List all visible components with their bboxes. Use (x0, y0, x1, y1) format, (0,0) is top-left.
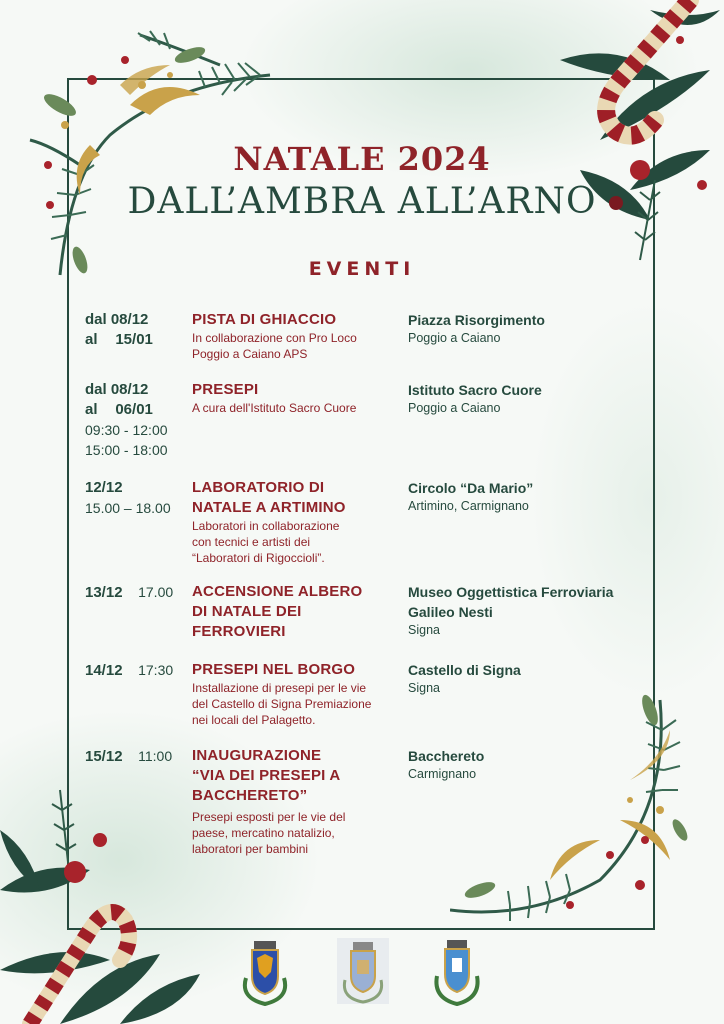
crests-row (0, 938, 724, 1008)
event-title: INAUGURAZIONE “VIA DEI PRESEPI A BACCHERETO” Presepi esposti per le vie del paese, mercatino natalizio, laboratori per bambini (192, 747, 346, 856)
event-title: PRESEPI A cura dell'Istituto Sacro Cuore (192, 381, 357, 415)
section-heading: EVENTI (308, 258, 416, 280)
event-date: dal 08/12 al 06/01 09:30 - 12:00 15:00 - 18:00 (85, 381, 168, 458)
event-date: 15/12 11:00 (85, 748, 173, 765)
event-date: 12/12 15.00 – 18.00 (85, 479, 171, 516)
crest-poggio-a-caiano-icon (245, 941, 285, 1004)
event-place: Istituto Sacro Cuore Poggio a Caiano (408, 382, 542, 415)
page-subtitle: DALL’AMBRA ALL’ARNO (127, 181, 597, 222)
event-place: Museo Oggettistica Ferroviaria Galileo Nesti Signa (408, 584, 614, 637)
event-date: dal 08/12 al 15/01 (85, 311, 153, 348)
page-title: NATALE 2024 (233, 140, 491, 178)
event-place: Castello di Signa Signa (408, 662, 521, 695)
crest-carmignano-icon (337, 938, 389, 1004)
event-place: Bacchereto Carmignano (408, 748, 485, 781)
candy-cane-icon (540, 0, 724, 270)
event-title: PISTA DI GHIACCIO In collaborazione con Pro Loco Poggio a Caiano APS (192, 311, 357, 361)
event-title: ACCENSIONE ALBERO DI NATALE DEI FERROVIERI (192, 583, 363, 640)
event-place: Piazza Risorgimento Poggio a Caiano (408, 312, 545, 345)
event-place: Circolo “Da Mario” Artimino, Carmignano (408, 480, 534, 513)
event-title: PRESEPI NEL BORGO Installazione di presepi per le vie del Castello di Signa Premiazione nei locali del Palagetto. (192, 661, 372, 727)
event-date: 14/12 17:30 (85, 662, 174, 679)
crest-signa-icon (436, 940, 477, 1004)
event-title: LABORATORIO DI NATALE A ARTIMINO Laboratori in collaborazione con tecnici e artisti dei “Laboratori di Rigoccioli”. (192, 479, 346, 565)
event-date: 13/12 17.00 (85, 584, 174, 601)
pine-branch-icon (450, 690, 690, 940)
